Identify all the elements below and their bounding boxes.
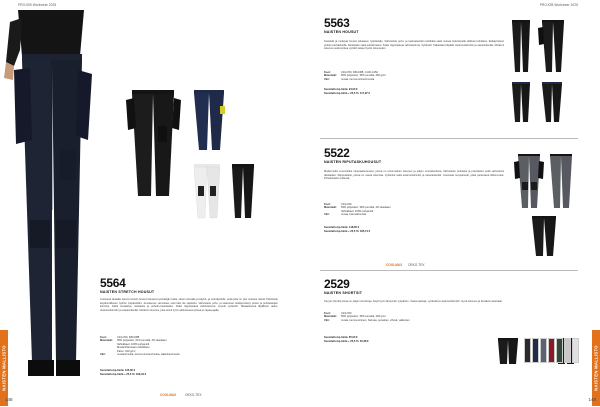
product-5563-description: Kestävät ja mukavat housut jokaiseen työpäivään. Vahvistettu polvi- ja taskualueiden kohdalta sekä muissa kulutukselle alttiissa kohdissa. Esikäyristetyt polvet polvitaskuilla. Reisitasku sekä puhelintasku. Kaksi riipputaskua vahvistettuna. Vyölenkit. Takataskut läpällä. Avaimenkiinnitin ja vasaranlenkki. Moderni istuvuus sekä korkea vyötärö takaa hyvän istuvuuden.	[324, 40, 504, 50]
product-5522-images	[512, 152, 578, 258]
product-5522-description: Moderneiksi suunnitellut riipputaskuhousut, joissa on erinomainen istuvuus ja paljon ominaisuuksia. Vahvistettu polvialue ja polvitaskut sekä vahvistetut takataskut. Riipputaskut, joissa on useita lokeroita. Vyölenkit sekä avaimenkiinnitin ja vasaranlenkki. Joustavat sivupaneelit, jotka parantavat liikkuvuutta. Puhelintasku reidessä.	[324, 170, 504, 180]
product-5564-code: 5564	[100, 276, 126, 290]
side-tab-left	[0, 330, 8, 406]
model-photo	[0, 10, 96, 382]
product-5564-images	[120, 86, 270, 226]
spec-row: Väri: musta, harmaa/musta	[324, 213, 367, 217]
side-tab-right-label: NAISTEN MALLISTO	[593, 345, 599, 391]
product-5564-name: NAISTEN STRETCH HOUSUT	[100, 290, 155, 294]
product-5563-specs	[324, 71, 504, 81]
color-swatch	[540, 338, 547, 363]
price-line: Suositeltu kp-hinta + 25,5 %: 185,74 €	[324, 229, 371, 233]
oekotex-badge: OEKO-TEX	[185, 393, 202, 397]
spec-row: Koot: C34-C50	[324, 312, 352, 315]
price-line: Suositeltu kp-hinta + 25,5 %: 81,58 €	[324, 339, 369, 343]
product-5564-prices	[100, 369, 146, 376]
product-5522-prices	[324, 226, 370, 233]
color-swatch	[548, 338, 555, 363]
price-line: Suositeltu kp-hinta: 94,00 €	[324, 88, 358, 91]
product-5563-name: NAISTEN HOUSUT	[324, 30, 359, 34]
oekotex-badge: OEKO-TEX	[408, 263, 425, 267]
color-swatch	[564, 338, 571, 363]
spec-row: Paino: 310 g/m²	[117, 349, 136, 353]
spec-row: Materiaali: 59% polyesteri, 39% puuvilla, 2% elastaani	[324, 206, 391, 210]
color-swatch	[572, 338, 579, 363]
product-2529-description: Kevyet shortsit joissa on paljon toimintoja. Sopii hyvin lämpimiin työpäiviin. Useita taskuja, vyölenkit ja avaimenkiinnitin. Hyvä istuvuus ja kestävä materiaali.	[324, 300, 503, 303]
spec-row: Väri: musta, tumma sininen/musta	[324, 77, 375, 81]
running-header-left: PROJOB Workwear 2025	[18, 3, 57, 7]
right-page	[300, 0, 600, 407]
page-number-right: 149	[588, 397, 596, 402]
product-5563-code: 5563	[324, 16, 350, 30]
spec-row: Materiaali: 65% polyesteri, 35% puuvilla, 260 g/m²	[324, 74, 386, 78]
product-2529-specs	[324, 312, 574, 322]
spec-row: Väri: mustan/musta, tumma sininen/musta, valkoinen/musta	[100, 353, 180, 357]
color-swatch	[556, 338, 563, 363]
spec-row: Mustan/harmaan vahvikkeet	[117, 346, 150, 350]
page-number-left: 148	[5, 397, 13, 402]
price-line: Suositeltu kp-hinta: 148,00 €	[324, 226, 360, 229]
price-line: Suositeltu kp-hinta + 25,5 %: 117,97 €	[324, 91, 370, 95]
product-2529-code: 2529	[324, 277, 350, 291]
product-5563-prices	[324, 88, 370, 95]
product-2529-prices	[324, 336, 369, 343]
divider	[320, 138, 578, 139]
color-swatch	[532, 338, 539, 363]
spec-row: Vahvikkeet: 100% polyamidi	[117, 342, 150, 346]
side-tab-left-label: NAISTEN MALLISTO	[1, 345, 7, 391]
product-5522-specs	[324, 203, 504, 217]
coolmax-badge: COOLMAX	[386, 263, 403, 267]
price-line: Suositeltu kp-hinta + 25,5 %: 169,43 €	[100, 372, 147, 376]
spec-row: Koot: C34-C50	[324, 203, 352, 206]
spec-row: Materiaali: 35% polyesteri, 61% puuvilla, 4% elastaani	[100, 339, 167, 343]
side-tab-right	[592, 330, 600, 406]
running-header-right: PROJOB Workwear 2025	[539, 3, 578, 7]
spec-row: Väri: musta, tumma sininen, harmaa, punainen, vihreä, valkoinen	[324, 318, 410, 322]
price-line: Suositeltu kp-hinta: 135,00 €	[100, 369, 136, 372]
spec-row: Vahvikkeet: 100% polyamidi	[341, 209, 374, 213]
product-2529-name: NAISTEN SHORTSIT	[324, 291, 363, 295]
spec-row: Koot: C34-C50, D60-D88, C146-C152	[324, 71, 378, 74]
coolmax-badge: COOLMAX	[160, 393, 177, 397]
spec-row: Materiaali: 65% polyesteri, 35% puuvilla, 245 g/m²	[324, 315, 386, 319]
product-5564-description: Joustavat ahtaalle istuvat stretch-housut haluavat työntekijän takia, oikein istuvalle ja käyttö- ja sorinäytteille, sekä joka on yksi mukava nämä! Tarkoitettu käytännölliseen työhön työpäivittäin. Joustavuus varmistaa, ettei liike ole rajoitettu. Vahvistettu polvi- ja taskuosat. Esikäyristetyt polvet ja polvitaskujen kiinnitys. Kaksi etutaskua, reisitasku ja puhelin-/rastatasku. Kaksi riipputaskua vahvistettuna. Leveät vyölenkit. Takataskussa läpällinen tasku. Avaimenkiinnitin ja vasaranlenkki. Moderni istuvuus, joka toimii hyvin aktiivisessa työssä ja vapaa-ajalla.	[100, 298, 278, 312]
price-line: Suositeltu kp-hinta: 65,00 €	[324, 336, 358, 339]
spec-row: Koot: C34-C50, D60-D88	[100, 336, 140, 339]
divider	[320, 270, 578, 271]
product-5522-code: 5522	[324, 146, 350, 160]
color-swatch	[524, 338, 531, 363]
product-5564-specs	[100, 336, 280, 356]
product-5522-name: NAISTEN RIPUTASKUHOUSUT	[324, 160, 382, 164]
product-5563-images	[506, 18, 576, 128]
